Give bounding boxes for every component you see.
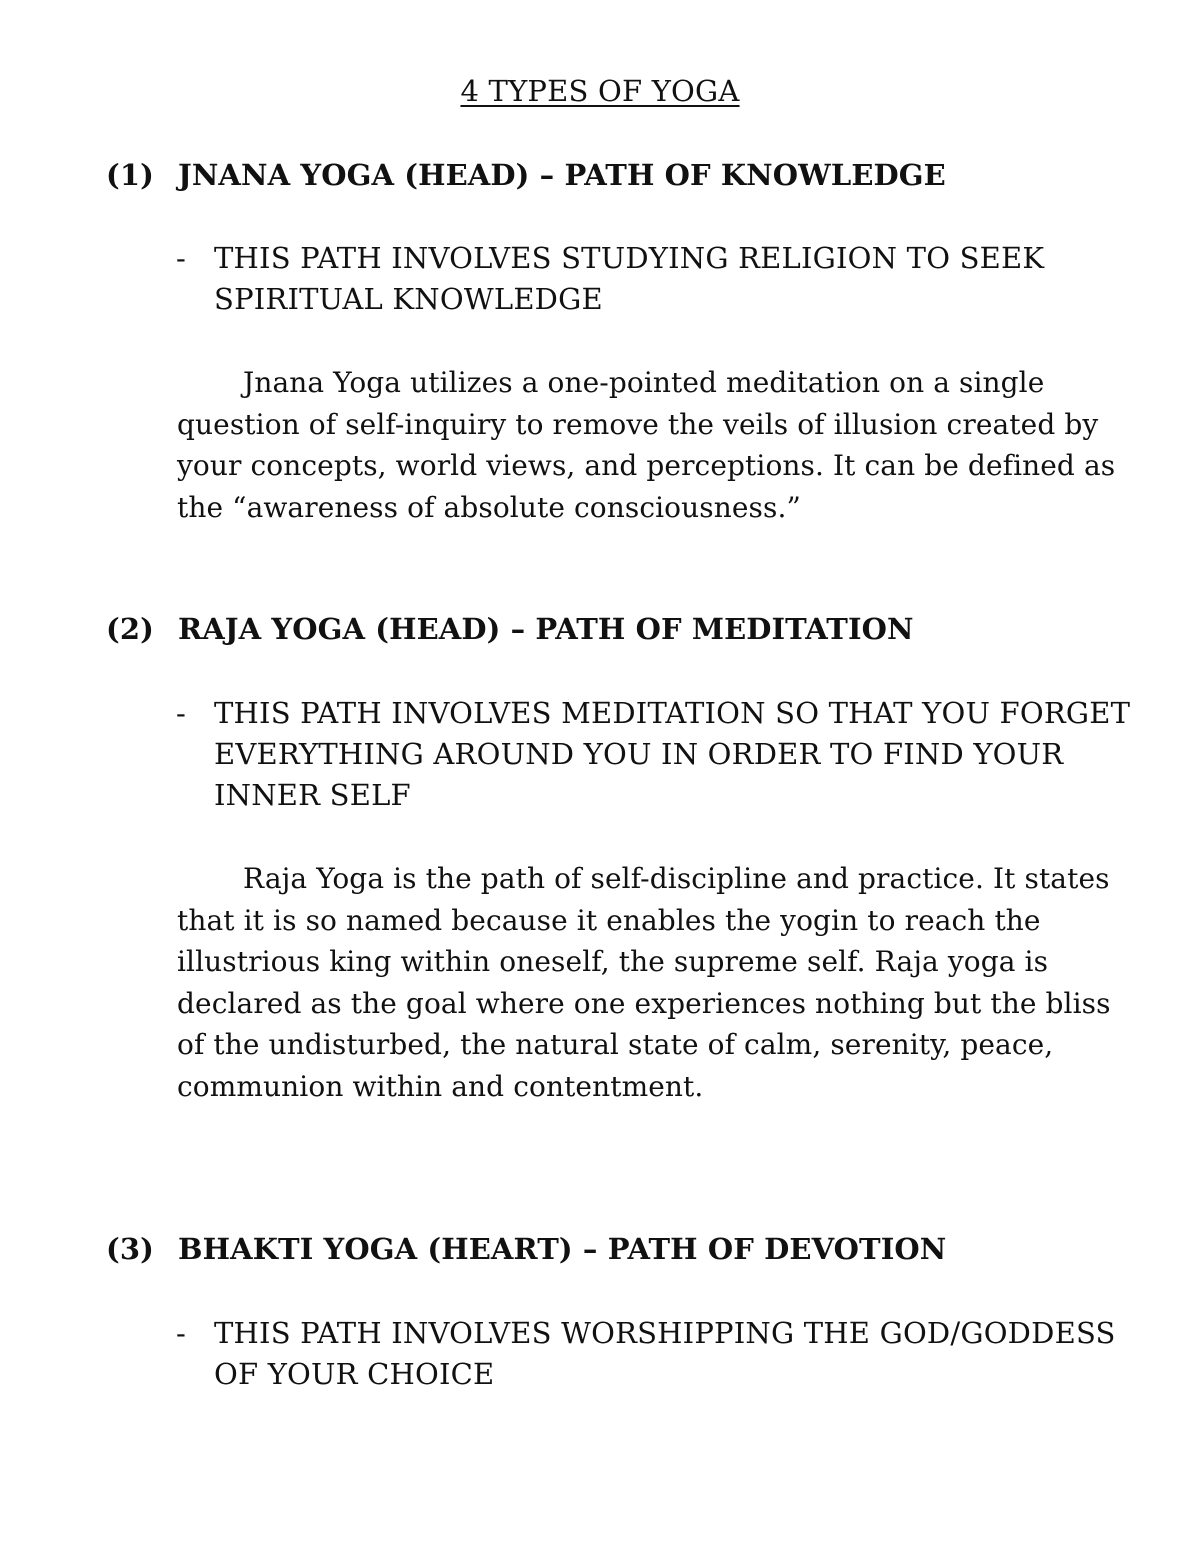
section-3-bullet-dash: - (176, 1316, 186, 1350)
document-title: 4 TYPES OF YOGA (460, 74, 740, 108)
section-3-number: (3) (106, 1232, 154, 1266)
section-3-bullet-text: THIS PATH INVOLVES WORSHIPPING THE GOD/GODDESS OF YOUR CHOICE (214, 1316, 1116, 1391)
section-2-bullet-dash: - (176, 696, 186, 730)
section-2-heading (106, 612, 914, 646)
section-2-heading-text: RAJA YOGA (HEAD) – PATH OF MEDITATION (178, 612, 914, 646)
section-3-heading (106, 1232, 946, 1266)
section-3-heading-text: BHAKTI YOGA (HEART) – PATH OF DEVOTION (178, 1232, 947, 1266)
section-1-bullet (176, 238, 1136, 320)
section-3-bullet (176, 1313, 1136, 1395)
section-1-bullet-dash: - (176, 241, 186, 275)
section-1-number: (1) (106, 158, 154, 192)
section-2-bullet-text: THIS PATH INVOLVES MEDITATION SO THAT YOU FORGET EVERYTHING AROUND YOU IN ORDER TO FIND YOUR INNER SELF (214, 696, 1131, 812)
section-2-bullet (176, 693, 1136, 816)
section-1-heading (106, 158, 946, 192)
section-2-paragraph: Raja Yoga is the path of self-discipline and practice. It states that it is so named because it enables the yogin to reach the illustrious king within oneself, the supreme self. Raja yoga is declared as the goal where one experiences nothing but the bliss of the undisturbed, the natural state of calm, serenity, peace, communion within and contentment. (177, 862, 1111, 1103)
section-1-heading-text: JNANA YOGA (HEAD) – PATH OF KNOWLEDGE (178, 158, 946, 192)
section-1-paragraph: Jnana Yoga utilizes a one-pointed meditation on a single question of self-inquiry to remove the veils of illusion created by your concepts, world views, and perceptions. It can be defined as the “awareness of absolute consciousness.” (177, 366, 1116, 524)
section-2-number: (2) (106, 612, 154, 646)
section-1-bullet-text: THIS PATH INVOLVES STUDYING RELIGION TO SEEK SPIRITUAL KNOWLEDGE (214, 241, 1045, 316)
